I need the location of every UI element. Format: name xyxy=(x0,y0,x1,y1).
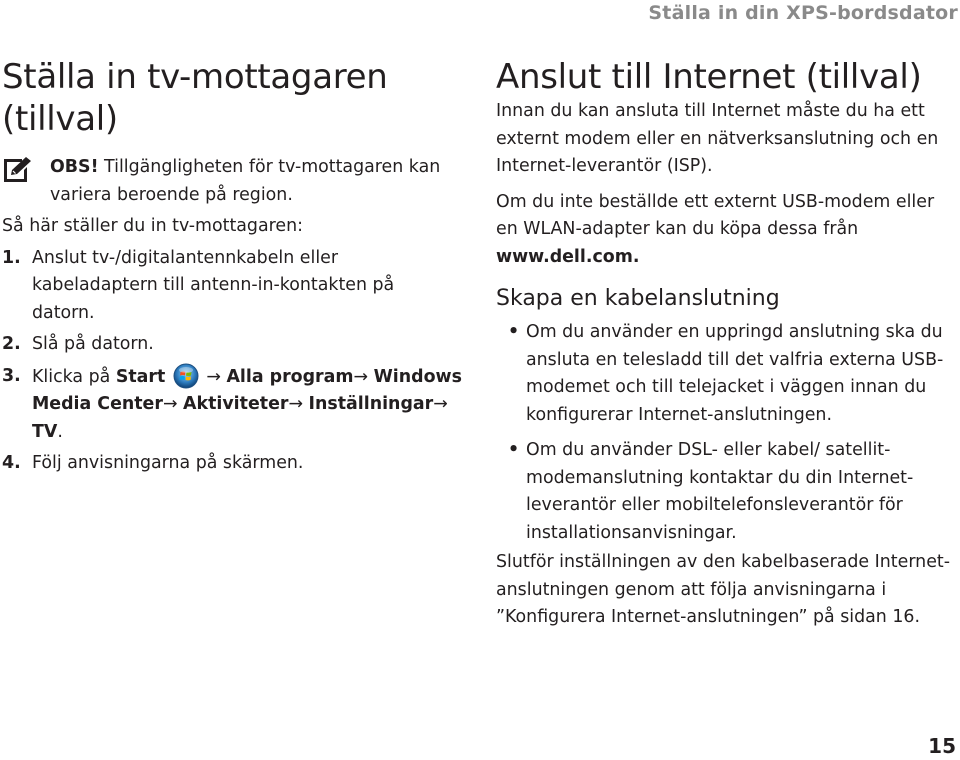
page-number: 15 xyxy=(928,734,956,758)
start-label: Start xyxy=(115,366,166,387)
note-body: Tillgängligheten för tv-mottagaren kan variera beroende på region. xyxy=(50,157,441,205)
left-column xyxy=(2,56,462,482)
step-number: 2. xyxy=(2,334,21,354)
note-label: OBS! xyxy=(50,157,99,177)
step-item xyxy=(2,450,462,478)
step-text: Anslut tv-/digitalantennkabeln eller kabeladaptern till antenn-in-kontakten på datorn. xyxy=(32,247,395,323)
running-header: Ställa in din XPS-bordsdator xyxy=(648,2,958,24)
path-arrow: → xyxy=(353,366,369,387)
path-arrow: → xyxy=(206,366,221,387)
path-arrow: → xyxy=(288,394,304,414)
menu-path-tv: TV xyxy=(32,421,58,442)
menu-path-tasks: Aktiviteter xyxy=(183,394,289,414)
step-item xyxy=(2,331,462,359)
bullet-text: Om du använder DSL- eller kabel/ satellit-modemanslutning kontaktar du din Internet-leverantör eller mobiltelefonsleverantör för installationsanvisningar. xyxy=(526,440,914,543)
bullet-dot-icon: • xyxy=(508,322,520,342)
step-number: 3. xyxy=(2,365,21,386)
usb-modem-end: . xyxy=(632,246,640,267)
step-number: 1. xyxy=(2,247,21,268)
subheading-wired-connection: Skapa en kabelanslutning xyxy=(496,286,780,311)
step-text-prefix: Klicka på xyxy=(32,366,116,387)
closing-paragraph: Slutför inställningen av den kabelbaserade Internet-anslutningen genom att följa anvisningarna i ”Konfigurera Internet-anslutningen” på sidan 16. xyxy=(496,552,950,627)
note-text xyxy=(50,154,462,209)
step-number: 4. xyxy=(2,453,21,473)
section-title-internet: Anslut till Internet (tillval) xyxy=(496,57,922,97)
connection-bullets xyxy=(496,319,958,547)
usb-modem-text: Om du inte beställde ett externt USB-modem eller en WLAN-adapter kan du köpa dessa från xyxy=(496,191,935,239)
pencil-note-icon xyxy=(2,156,34,184)
bullet-dot-icon: • xyxy=(508,440,520,460)
menu-path-windows-media-center: Windows Media Center xyxy=(32,366,462,414)
menu-path-settings: Inställningar xyxy=(308,394,434,414)
bullet-item xyxy=(496,437,958,547)
path-arrow: → xyxy=(162,394,178,414)
bullet-text: Om du använder en uppringd anslutning ska du ansluta en telesladd till det valfria externa USB-modemet och till telejacket i väggen innan du konfigurerar Internet-anslutningen. xyxy=(526,322,944,425)
dell-website-link[interactable]: www.dell.com xyxy=(496,246,633,267)
path-arrow: → xyxy=(433,394,448,414)
step-suffix: . xyxy=(57,421,63,442)
usb-modem-paragraph xyxy=(496,189,958,272)
step-item xyxy=(2,363,462,447)
bullet-item xyxy=(496,319,958,429)
note-block xyxy=(2,154,462,209)
right-column xyxy=(496,56,958,632)
menu-path-all-programs: Alla program xyxy=(226,366,354,387)
section-title-tv-tuner: Ställa in tv-mottagaren (tillval) xyxy=(2,57,388,139)
internet-intro-paragraph: Innan du kan ansluta till Internet måste du ha ett externt modem eller en nätverksanslutning och en Internet-leverantör (ISP). xyxy=(496,101,939,176)
windows-start-icon xyxy=(173,363,199,389)
step-item xyxy=(2,245,462,328)
step-text: Följ anvisningarna på skärmen. xyxy=(32,453,304,473)
steps-intro: Så här ställer du in tv-mottagaren: xyxy=(2,216,303,236)
steps-list xyxy=(2,245,462,478)
step-text: Slå på datorn. xyxy=(32,334,154,354)
